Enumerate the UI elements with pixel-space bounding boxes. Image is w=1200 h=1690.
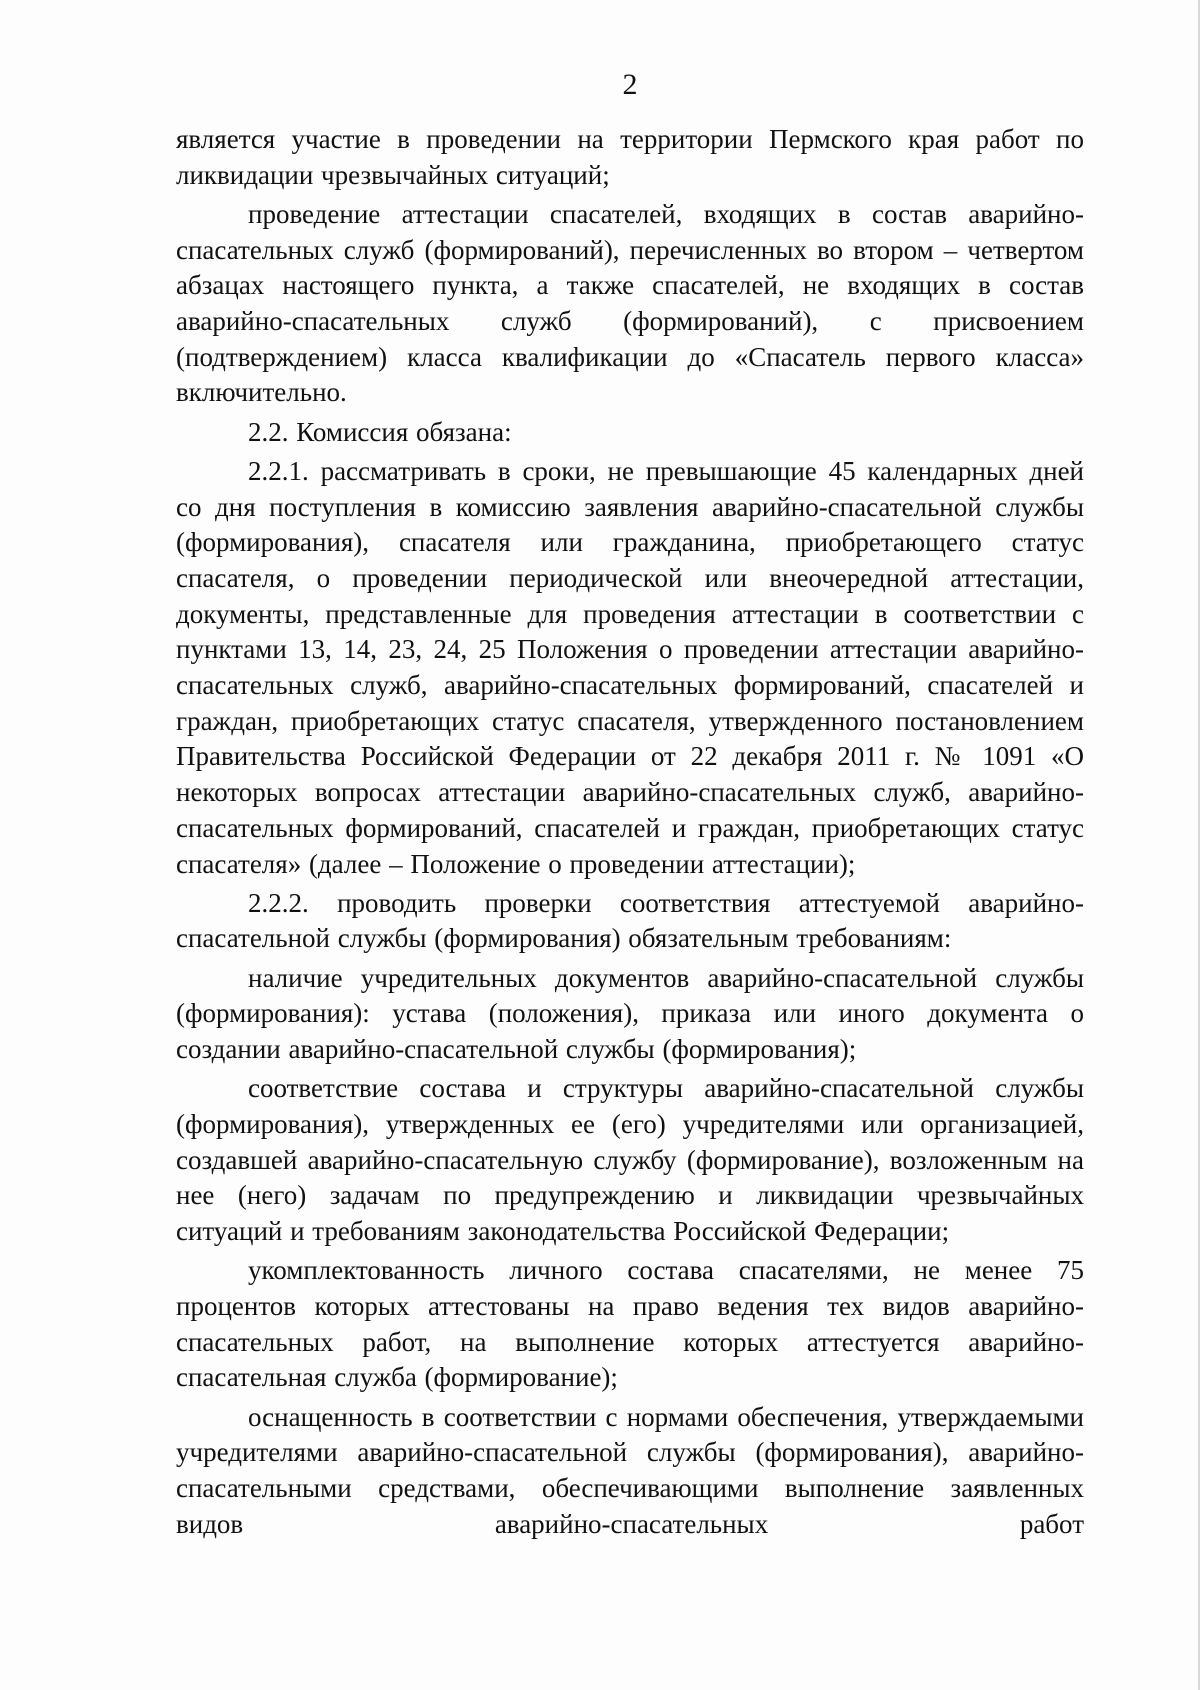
paragraph-attestation-of-rescuers: проведение аттестации спасателей, входящих в состав аварийно-спасательных служб (формирований), перечисленных во втором – четвертом абзацах настоящего пункта, а также спасателей, не входящих в состав аварийно-спасательных служб (формирований), с присвоением (подтверждением) класса квалификации до «Спасатель первого класса» включительно.	[176, 198, 1084, 408]
paragraph-composition-structure: соответствие состава и структуры аварийно-спасательной службы (формирования), утвержденных ее (его) учредителями или организацией, создавшей аварийно-спасательную службу (формирование), возложенным на нее (него) задачам по предупреждению и ликвидации чрезвычайных ситуаций и требованиям законодательства Российской Федерации;	[176, 1073, 1084, 1247]
paragraph-commission-obligations: 2.2. Комиссия обязана:	[248, 416, 512, 447]
page-number: 2	[622, 68, 638, 101]
paragraph-equipment: оснащенность в соответствии с нормами обеспечения, утверждаемыми учредителями аварийно-спасательной службы (формирования), аварийно-спасательными средствами, обеспечивающими выполнение заявленных видов аварийно-спасательных работ	[176, 1401, 1084, 1539]
paragraph-founding-documents: наличие учредительных документов аварийно-спасательной службы (формирования): устава (положения), приказа или иного документа о создании аварийно-спасательной службы (формирования);	[176, 962, 1084, 1065]
document-body	[176, 122, 1084, 1542]
paragraph-2-2-1: 2.2.1. рассматривать в сроки, не превышающие 45 календарных дней со дня поступления в комиссию заявления аварийно-спасательной службы (формирования), спасателя или гражданина, приобретающего статус спасателя, о проведении периодической или внеочередной аттестации, документы, представленные для проведения аттестации в соответствии с пунктами 13, 14, 23, 24, 25 Положения о проведении аттестации аварийно-спасательных служб, аварийно-спасательных формирований, спасателей и граждан, приобретающих статус спасателя, утвержденного постановлением Правительства Российской Федерации от 22 декабря 2011 г. № 1091 «О некоторых вопросах аттестации аварийно-спасательных служб, аварийно-спасательных формирований, спасателей и граждан, приобретающих статус спасателя» (далее – Положение о проведении аттестации);	[176, 455, 1084, 879]
paragraph-continuation: является участие в проведении на территории Пермского края работ по ликвидации чрезвычайных ситуаций;	[176, 124, 1084, 190]
paragraph-staffing: укомплектованность личного состава спасателями, не менее 75 процентов которых аттестованы на право ведения тех видов аварийно-спасательных работ, на выполнение которых аттестуется аварийно-спасательная служба (формирование);	[176, 1255, 1084, 1393]
paragraph-2-2-2: 2.2.2. проводить проверки соответствия аттестуемой аварийно-спасательной службы (формирования) обязательным требованиям:	[176, 887, 1084, 954]
